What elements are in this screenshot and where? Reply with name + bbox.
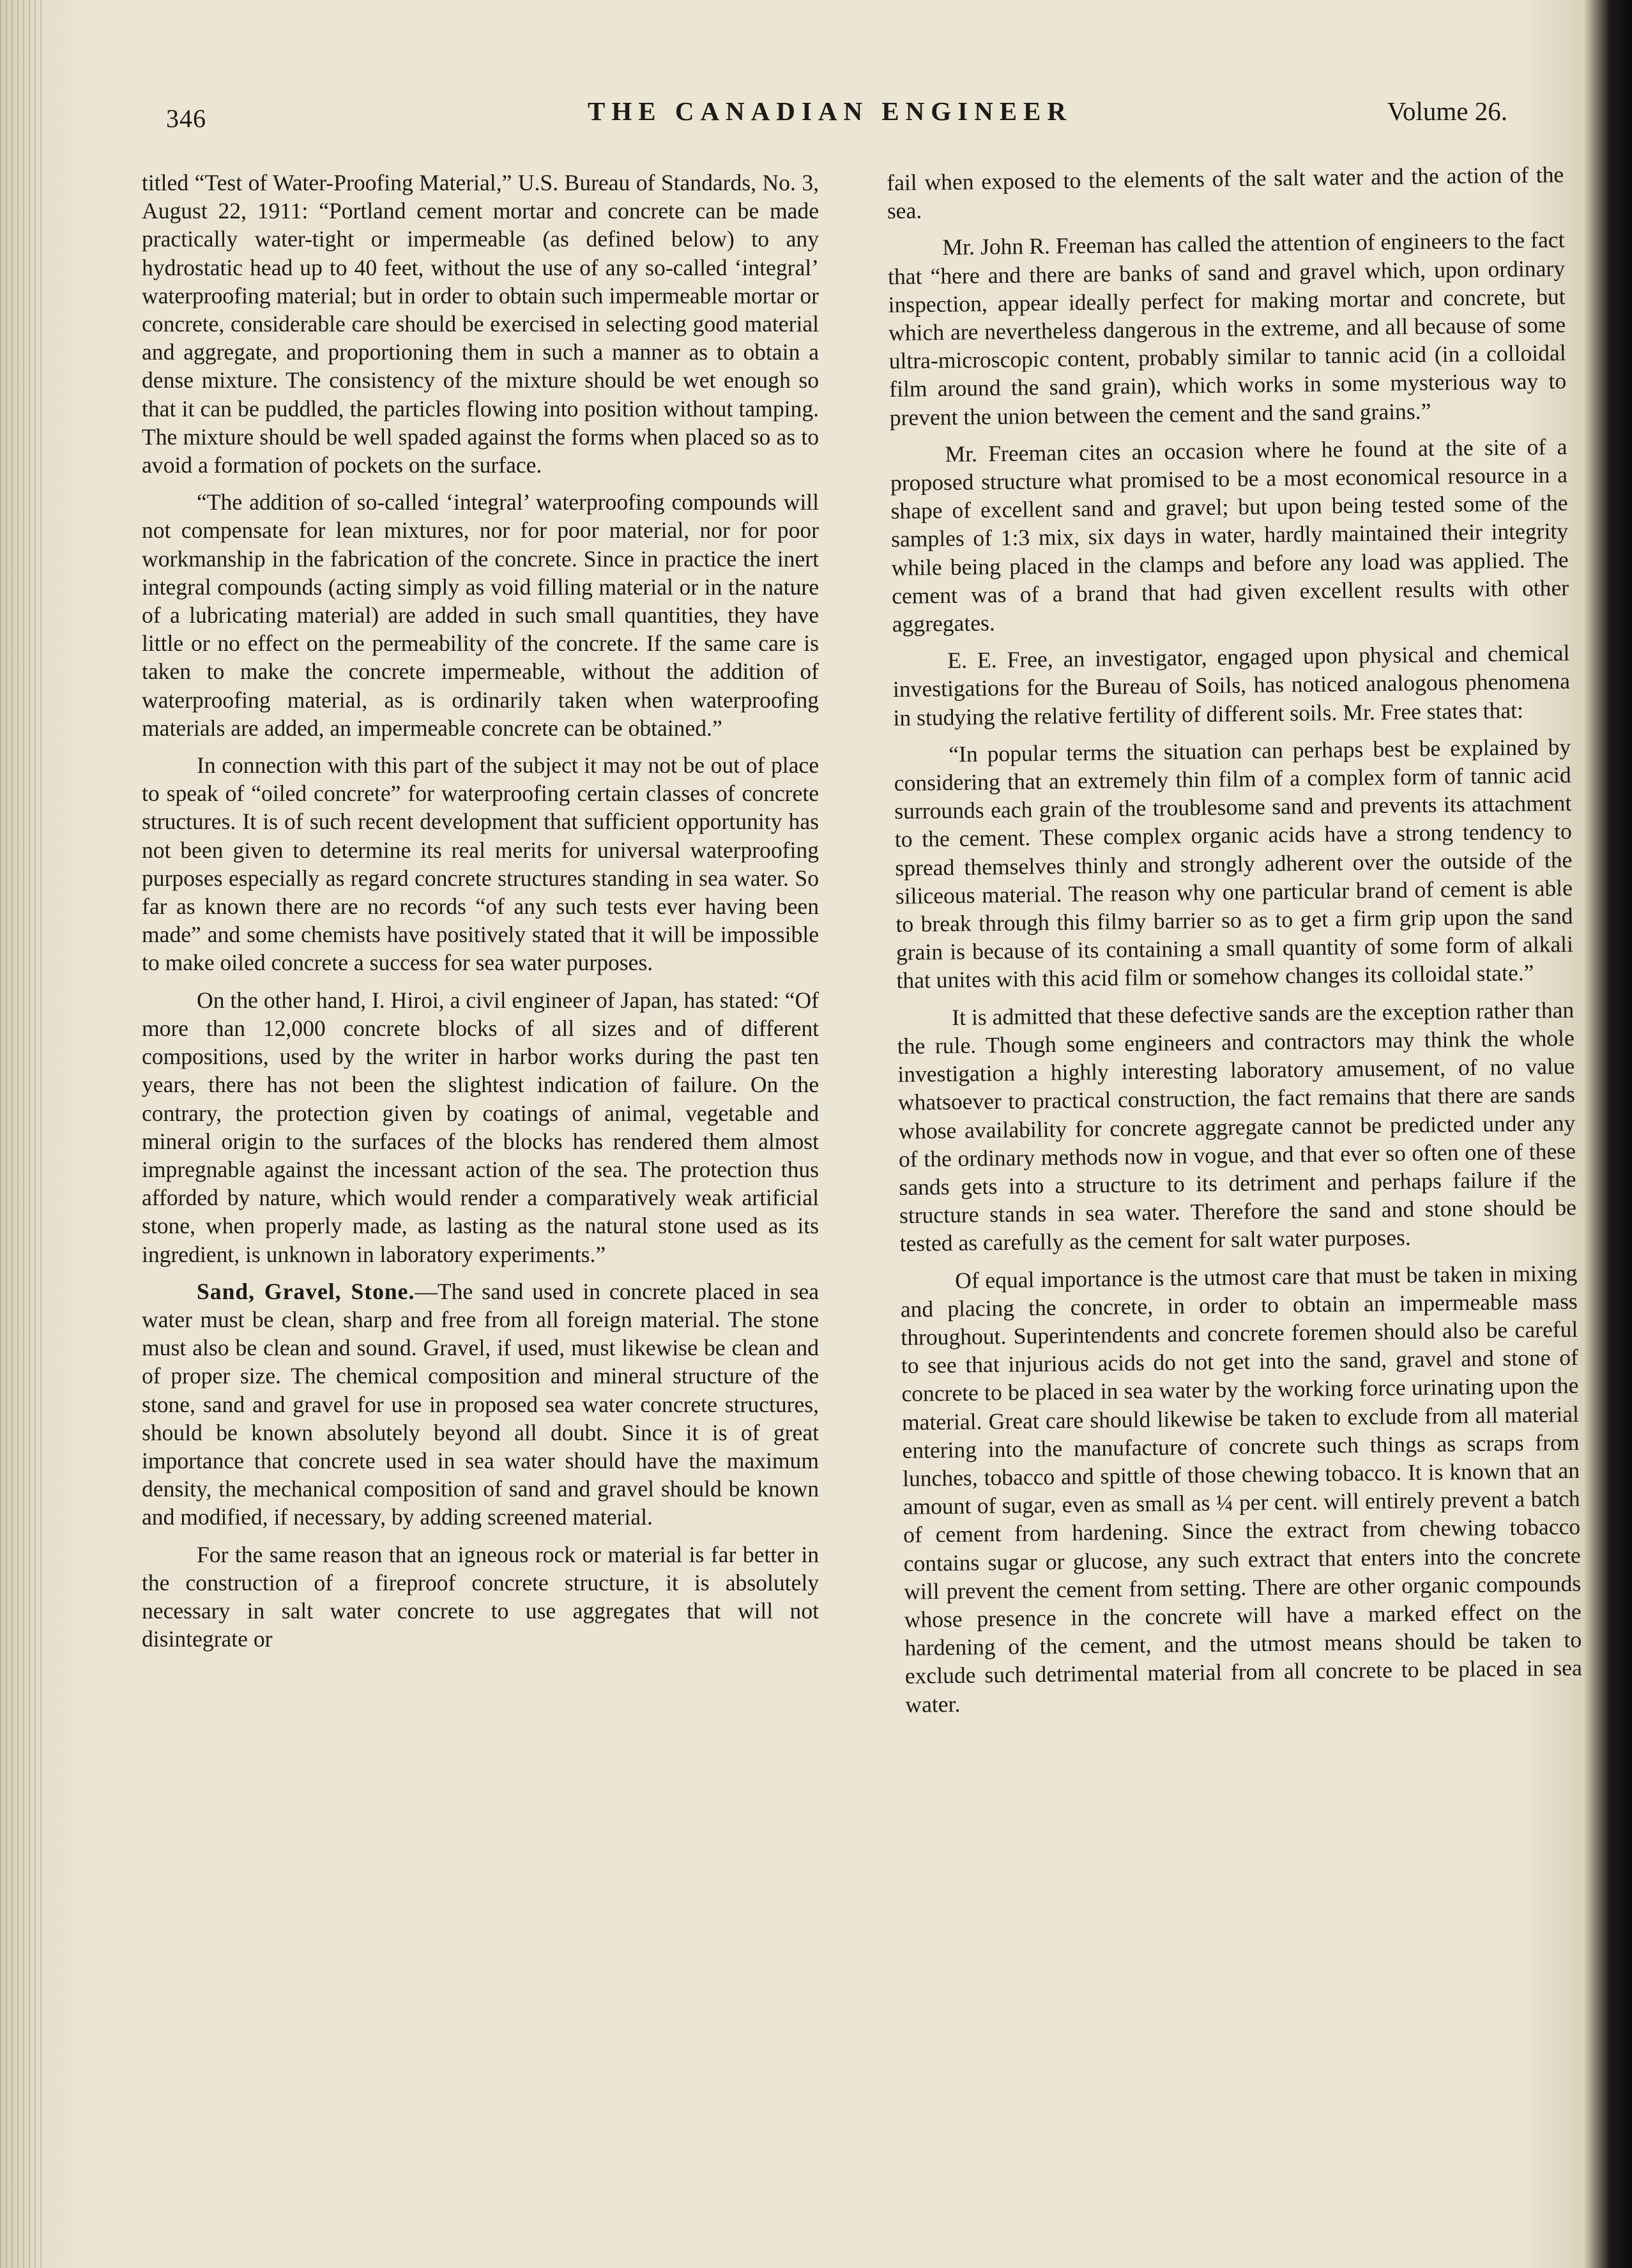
paragraph: fail when exposed to the elements of the salt water and the action of the sea. bbox=[887, 162, 1564, 224]
paragraph: Of equal importance is the utmost care that must be taken in mixing and placing the concrete, in order to obtain an impermeable mass throughout. Superintendents and concrete foremen should also be careful to see that injurious acids do not get into the sand, gravel and stone of concrete to be placed in sea water by the working force urinating upon the material. Great care should likewise be taken to exclude from all material entering into the manufacture of concrete such things as scraps from lunches, tobacco and spittle of those chewing tobacco. It is known that an amount of sugar, even as small as ¼ per cent. will entirely prevent a batch of cement from hardening. Since the extract from chewing tobacco contains sugar or glucose, any such extract that enters into the concrete will prevent the cement from setting. There are other organic compounds whose presence in the concrete will have a marked effect on the hardening of the cement, and the utmost means should be taken to exclude such detrimental material from all concrete to be placed in sea water. bbox=[900, 1260, 1583, 1717]
section-heading: Sand, Gravel, Stone. bbox=[197, 1278, 415, 1304]
paragraph: E. E. Free, an investigator, engaged upon physical and chemical investigations for the Bureau of Soils, has noticed analogous phenomena in studying the relative fertility of different soils. Mr. Free states that: bbox=[892, 640, 1571, 731]
volume-label: Volume 26. bbox=[1387, 96, 1507, 126]
paragraph: titled “Test of Water-Proofing Material,” U.S. Bureau of Standards, No. 3, August 22, 1911: “Portland cement mortar and concrete can be made practically water-tight or impermeable (as defined below) to any hydrostatic head up to 40 feet, without the use of any so-called ‘integral’ waterproofing material; but in order to obtain such impermeable mortar or concrete, considerable care should be exercised in selecting good material and aggregate, and proportioning them in such a manner as to obtain a dense mixture. The consistency of the mixture should be wet enough so that it can be puddled, the particles flowing into position without tamping. The mixture should be well spaded against the forms when placed so as to avoid a formation of pockets on the surface. bbox=[142, 170, 819, 478]
page-number: 346 bbox=[166, 104, 206, 133]
paragraph: It is admitted that these defective sands are the exception rather than the rule. Though some engineers and contractors may think the whole investigation a highly interesting laboratory amusement, of no value whatsoever to practical construction, the fact remains that there are sands whose availability for concrete aggregate cannot be predicted under any of the ordinary methods now in vogue, and that ever so often one of these sands gets into a structure to its detriment and perhaps failure if the structure stands in sea water. Therefore the sand and stone should be tested as carefully as the cement for salt water purposes. bbox=[897, 996, 1577, 1257]
paragraph: “The addition of so-called ‘integral’ waterproofing compounds will not compensate for lean mixtures, nor for poor material, nor for poor workmanship in the fabrication of the concrete. Since in practice the inert integral compounds (acting simply as void filling material or in the nature of a lubricating material) are added in such small quantities, they have little or no effect on the permeability of the concrete. If the same care is taken to make the concrete impermeable, without the addition of waterproofing material, as is ordinarily taken when waterproofing materials are added, an impermeable concrete can be obtained.” bbox=[142, 489, 819, 741]
paragraph-body: —The sand used in concrete placed in sea water must be clean, sharp and free from all foreign material. The stone must also be clean and sound. Gravel, if used, must likewise be clean and of proper size. The chemical composition and mineral structure of the stone, sand and gravel for use in proposed sea water concrete structures, should be known absolutely beyond all doubt. Since it is of great importance that concrete used in sea water should have the maximum density, the mechanical composition of sand and gravel should be known and modified, if necessary, by adding screened material. bbox=[142, 1278, 820, 1530]
paragraph: In connection with this part of the subject it may not be out of place to speak of “oiled concrete” for waterproofing certain classes of concrete structures. It is of such recent development that sufficient opportunity has not been given to determine its real merits for universal waterproofing purposes especially as regard concrete structures standing in sea water. So far as known there are no records “of any such tests ever having been made” and some chemists have positively stated that it will be impossible to make oiled concrete a success for sea water purposes. bbox=[142, 752, 819, 976]
left-column bbox=[142, 169, 819, 1662]
paragraph bbox=[142, 1277, 819, 1532]
paragraph: Mr. John R. Freeman has called the attention of engineers to the fact that “here and there are banks of sand and gravel which, upon ordinary inspection, appear ideally perfect for making mortar and concrete, but which are nevertheless dangerous in the extreme, and all because of some ultra-microscopic content, probably similar to tannic acid (in a colloidal film around the sand grain), which works in some mysterious way to prevent the union between the cement and the sand grains.” bbox=[887, 227, 1567, 430]
paragraph: “In popular terms the situation can perhaps best be explained by considering that an extremely thin film of a complex form of tannic acid surrounds each grain of the troublesome sand and prevents its attachment to the cement. These complex organic acids have a strong tendency to spread themselves thinly and strongly adherent over the outside of the siliceous material. The reason why one particular brand of cement is able to break through this filmy barrier so as to get a firm grip upon the sand grain is because of its containing a small quantity of some form of alkali that unites with this acid film or somehow changes its colloidal state.” bbox=[894, 733, 1574, 994]
right-column bbox=[887, 160, 1583, 1728]
paragraph: For the same reason that an igneous rock or material is far better in the construction of a fireproof concrete structure, it is absolutely necessary in salt water concrete to use aggregates that will not disintegrate or bbox=[142, 1541, 819, 1652]
paragraph: On the other hand, I. Hiroi, a civil engineer of Japan, has stated: “Of more than 12,000 concrete blocks of all sizes and of different compositions, used by the writer in harbor works during the past ten years, there has not been the slightest indication of failure. On the contrary, the protection given by coatings of animal, vegetable and mineral origin to the surfaces of the blocks has rendered them almost impregnable against the incessant action of the sea. The protection thus afforded by nature, which would render a comparatively weak artificial stone, when properly made, as lasting as the natural stone used as its ingredient, is unknown in laboratory experiments.” bbox=[142, 987, 819, 1267]
paragraph: Mr. Freeman cites an occasion where he found at the site of a proposed structure what promised to be a most economical resource in a shape of excellent sand and gravel; but upon being tested some of the samples of 1:3 mix, six days in water, hardly maintained their integrity while being placed in the clamps and before any load was applied. The cement was of a brand that had given excellent results with other aggregates. bbox=[890, 433, 1569, 637]
page-header bbox=[166, 91, 1507, 133]
journal-title: THE CANADIAN ENGINEER bbox=[588, 96, 1073, 126]
binding-edge bbox=[0, 0, 45, 2268]
